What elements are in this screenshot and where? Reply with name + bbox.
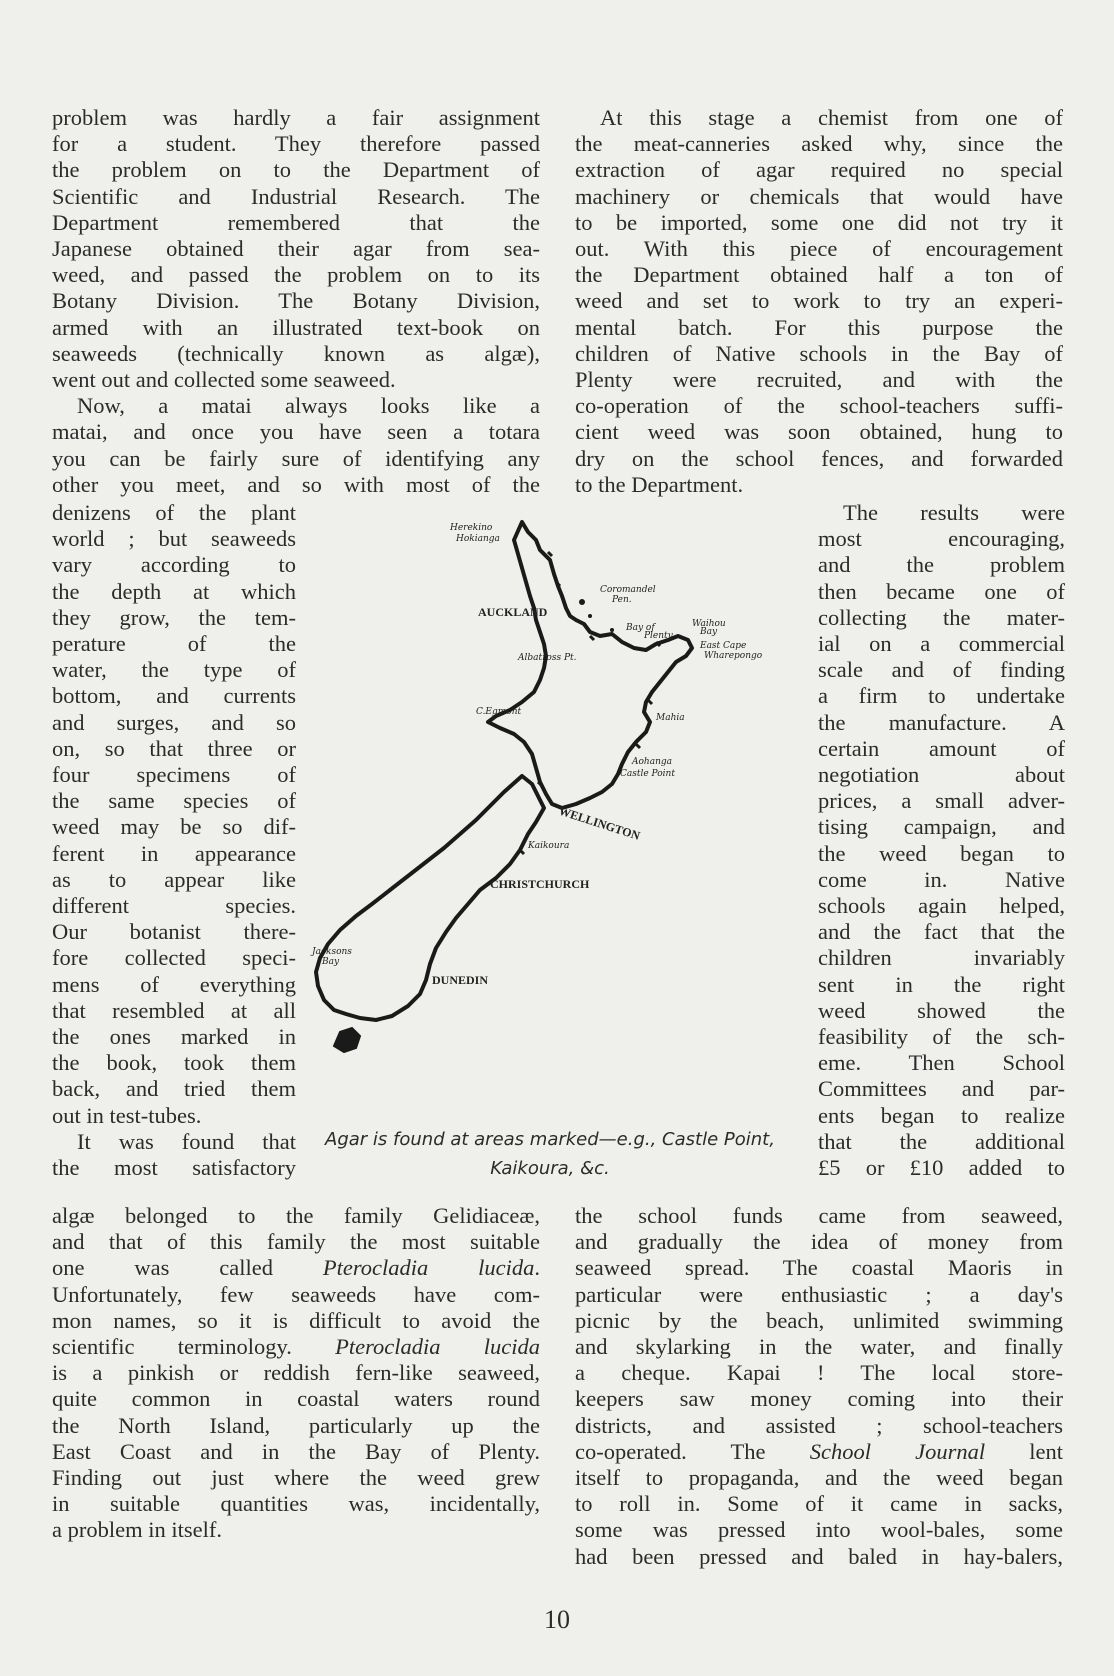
text-line: and the fact that the <box>818 919 1065 945</box>
text-line: Japanese obtained their agar from sea- <box>52 236 540 261</box>
text-line: that resembled at all <box>52 997 296 1023</box>
text-line: to roll in. Some of it came in sacks, <box>575 1491 1063 1517</box>
text-line: the weed began to <box>818 840 1065 866</box>
text-line: perature of the <box>52 631 296 656</box>
text-line: particular were enthusiastic ; a day's <box>575 1281 1063 1307</box>
text-line: Now, a matai always looks like a <box>77 393 540 419</box>
text-line: At this stage a chemist from one of <box>600 105 1063 130</box>
text-line: the depth at which <box>52 578 296 604</box>
text-line: most encouraging, <box>818 526 1065 552</box>
map-label-coromandel: Coromandel <box>600 585 656 595</box>
text-line: went out and collected some seaweed. <box>52 367 396 392</box>
page-number: 10 <box>544 1605 570 1634</box>
map-label-kaikoura: Kaikoura <box>528 841 570 851</box>
text-line: back, and tried them <box>52 1076 296 1102</box>
text-line: is a pinkish or reddish fern-like seaweed, <box>52 1360 540 1386</box>
text-line: extraction of agar required no special <box>575 157 1063 183</box>
map-label-jacksons: Jacksons <box>312 947 352 957</box>
text-line: dry on the school fences, and forwarded <box>575 445 1063 471</box>
text-line: problem was hardly a fair assignment <box>52 105 540 130</box>
text-line: the meat-canneries asked why, since the <box>575 131 1063 157</box>
text-line: prices, a small adver- <box>818 788 1065 814</box>
text-line: negotiation about <box>818 762 1065 787</box>
text-line: weed, and passed the problem on to its <box>52 262 540 288</box>
text-line: It was found that <box>77 1128 296 1154</box>
text-line: and skylarking in the water, and finally <box>575 1334 1063 1359</box>
map-label-pen: Pen. <box>612 595 632 605</box>
text-line: cient weed was soon obtained, hung to <box>575 419 1063 445</box>
text-line: different species. <box>52 893 296 918</box>
text-line: tising campaign, and <box>818 814 1065 840</box>
text-line: weed showed the <box>818 997 1065 1023</box>
text-line: ferent in appearance <box>52 840 296 866</box>
map-label-bay-of-plenty-1: Bay of <box>626 623 655 633</box>
text-line: certain amount of <box>818 735 1065 761</box>
text-line: on, so that three or <box>52 735 296 761</box>
text-line: they grow, the tem- <box>52 604 296 630</box>
text-line: £5 or £10 added to <box>818 1155 1065 1180</box>
text-line: districts, and assisted ; school-teachers <box>575 1412 1063 1438</box>
map-label-auckland: AUCKLAND <box>478 605 548 619</box>
text-line: to be imported, some one did not try it <box>575 209 1063 235</box>
island-dot <box>610 628 614 632</box>
text-line: algæ belonged to the family Gelidiaceæ, <box>52 1203 540 1228</box>
text-line: mon names, so it is difficult to avoid the <box>52 1307 540 1333</box>
text-line: out in test-tubes. <box>52 1102 202 1128</box>
map-label-bay: Bay <box>700 627 718 637</box>
text-line: to the Department. <box>575 471 744 497</box>
map-label-bay-of-plenty-2: Plenty <box>644 631 673 641</box>
text-line: schools again helped, <box>818 893 1065 918</box>
south-island-outline <box>316 776 544 1020</box>
text-line: bottom, and currents <box>52 683 296 709</box>
text-line: Department remembered that the <box>52 209 540 235</box>
text-line: itself to propaganda, and the weed began <box>575 1465 1063 1490</box>
text-line: the Department obtained half a ton of <box>575 262 1063 288</box>
map-caption-line-1: Agar is found at areas marked—e.g., Castle Point, <box>325 1129 775 1150</box>
map-label-dunedin: DUNEDIN <box>432 973 489 987</box>
text-line: sent in the right <box>818 971 1065 997</box>
text-line: children invariably <box>818 945 1065 971</box>
text-line: co-operation of the school-teachers suffi- <box>575 393 1063 419</box>
map-label-east-cape: East Cape <box>700 641 747 651</box>
text-line: the most satisfactory <box>52 1155 296 1180</box>
text-line: keepers saw money coming into their <box>575 1386 1063 1412</box>
map-label-herekino: Herekino <box>450 523 493 533</box>
text-line: Plenty were recruited, and with the <box>575 367 1063 392</box>
map-label-mahia: Mahia <box>656 713 685 723</box>
text-line: in suitable quantities was, incidentally, <box>52 1491 540 1517</box>
text-line: matai, and once you have seen a totara <box>52 419 540 445</box>
text-line: had been pressed and baled in hay-balers, <box>575 1543 1063 1569</box>
text-line: Finding out just where the weed grew <box>52 1465 540 1490</box>
text-line: picnic by the beach, unlimited swimming <box>575 1307 1063 1333</box>
text-line: weed and set to work to try an experi- <box>575 288 1063 314</box>
text-line: Scientific and Industrial Research. The <box>52 183 540 209</box>
text-line: other you meet, and so with most of the <box>52 471 540 497</box>
text-line: and that of this family the most suitable <box>52 1229 540 1255</box>
stewart-island-outline <box>334 1028 360 1052</box>
text-line: machinery or chemicals that would have <box>575 183 1063 209</box>
text-line: East Coast and in the Bay of Plenty. <box>52 1438 540 1464</box>
text-line: feasibility of the sch- <box>818 1024 1065 1049</box>
text-line: the same species of <box>52 788 296 814</box>
text-line: scale and of finding <box>818 657 1065 683</box>
map-caption-line-2: Kaikoura, &c. <box>490 1158 610 1179</box>
text-line: a cheque. Kapai ! The local store- <box>575 1360 1063 1386</box>
text-line: the school funds came from seaweed, <box>575 1203 1063 1228</box>
text-line: for a student. They therefore passed <box>52 131 540 157</box>
text-line: mental batch. For this purpose the <box>575 314 1063 340</box>
text-line: Our botanist there- <box>52 919 296 945</box>
text-line: collecting the mater- <box>818 604 1065 630</box>
text-line: some was pressed into wool-bales, some <box>575 1517 1063 1543</box>
text-line: water, the type of <box>52 657 296 683</box>
text-line: denizens of the plant <box>52 500 296 525</box>
text-line: and surges, and so <box>52 709 296 735</box>
text-line: and gradually the idea of money from <box>575 1229 1063 1255</box>
map-label-jacksons-bay: Bay <box>322 957 340 967</box>
map-label-egmont: C.Egmont <box>476 707 522 717</box>
map-label-christchurch: CHRISTCHURCH <box>490 877 590 891</box>
text-line: weed may be so dif- <box>52 814 296 840</box>
text-line: as to appear like <box>52 866 296 892</box>
text-line: a problem in itself. <box>52 1517 222 1543</box>
text-line: mens of everything <box>52 971 296 997</box>
text-line: Committees and par- <box>818 1076 1065 1102</box>
text-line: fore collected speci- <box>52 945 296 971</box>
text-line: the book, took them <box>52 1050 296 1076</box>
text-line: ents began to realize <box>818 1102 1065 1128</box>
text-line: seaweed spread. The coastal Maoris in <box>575 1255 1063 1281</box>
map-label-waihou: Waihou <box>692 619 726 629</box>
text-line: eme. Then School <box>818 1050 1065 1076</box>
text-line: then became one of <box>818 578 1065 604</box>
text-line: the problem on to the Department of <box>52 157 540 183</box>
text-line: the North Island, particularly up the <box>52 1412 540 1438</box>
text-line: armed with an illustrated text-book on <box>52 314 540 340</box>
island-dot <box>579 599 585 605</box>
map-label-castle-point: Castle Point <box>620 769 675 779</box>
text-line: come in. Native <box>818 866 1065 892</box>
text-line: you can be fairly sure of identifying any <box>52 445 540 471</box>
new-zealand-map <box>300 512 770 1124</box>
text-line: children of Native schools in the Bay of <box>575 340 1063 366</box>
text-line: four specimens of <box>52 762 296 787</box>
text-line: vary according to <box>52 552 296 578</box>
map-label-albatross: Albatross Pt. <box>518 653 577 663</box>
map-label-wellington: WELLINGTON <box>557 803 642 843</box>
text-line: and the problem <box>818 552 1065 578</box>
map-label-wharepongo: Wharepongo <box>704 651 763 661</box>
text-line: one was called Pterocladia lucida. <box>52 1255 540 1281</box>
text-line: world ; but seaweeds <box>52 526 296 552</box>
text-line: out. With this piece of encouragement <box>575 236 1063 261</box>
text-line: co-operated. The School Journal lent <box>575 1438 1063 1464</box>
map-label-aohanga: Aohanga <box>632 757 673 767</box>
text-line: The results were <box>843 500 1065 525</box>
text-line: that the additional <box>818 1128 1065 1154</box>
text-line: ial on a commercial <box>818 631 1065 656</box>
text-line: quite common in coastal waters round <box>52 1386 540 1412</box>
map-label-hokianga: Hokianga <box>456 534 500 544</box>
text-line: Unfortunately, few seaweeds have com- <box>52 1281 540 1307</box>
island-dot <box>588 614 592 618</box>
text-line: Botany Division. The Botany Division, <box>52 288 540 314</box>
text-line: the manufacture. A <box>818 709 1065 735</box>
marked-coast-areas <box>520 552 660 854</box>
text-line: scientific terminology. Pterocladia lucida <box>52 1334 540 1359</box>
text-line: the ones marked in <box>52 1024 296 1049</box>
text-line: seaweeds (technically known as algæ), <box>52 340 540 366</box>
text-line: a firm to undertake <box>818 683 1065 709</box>
